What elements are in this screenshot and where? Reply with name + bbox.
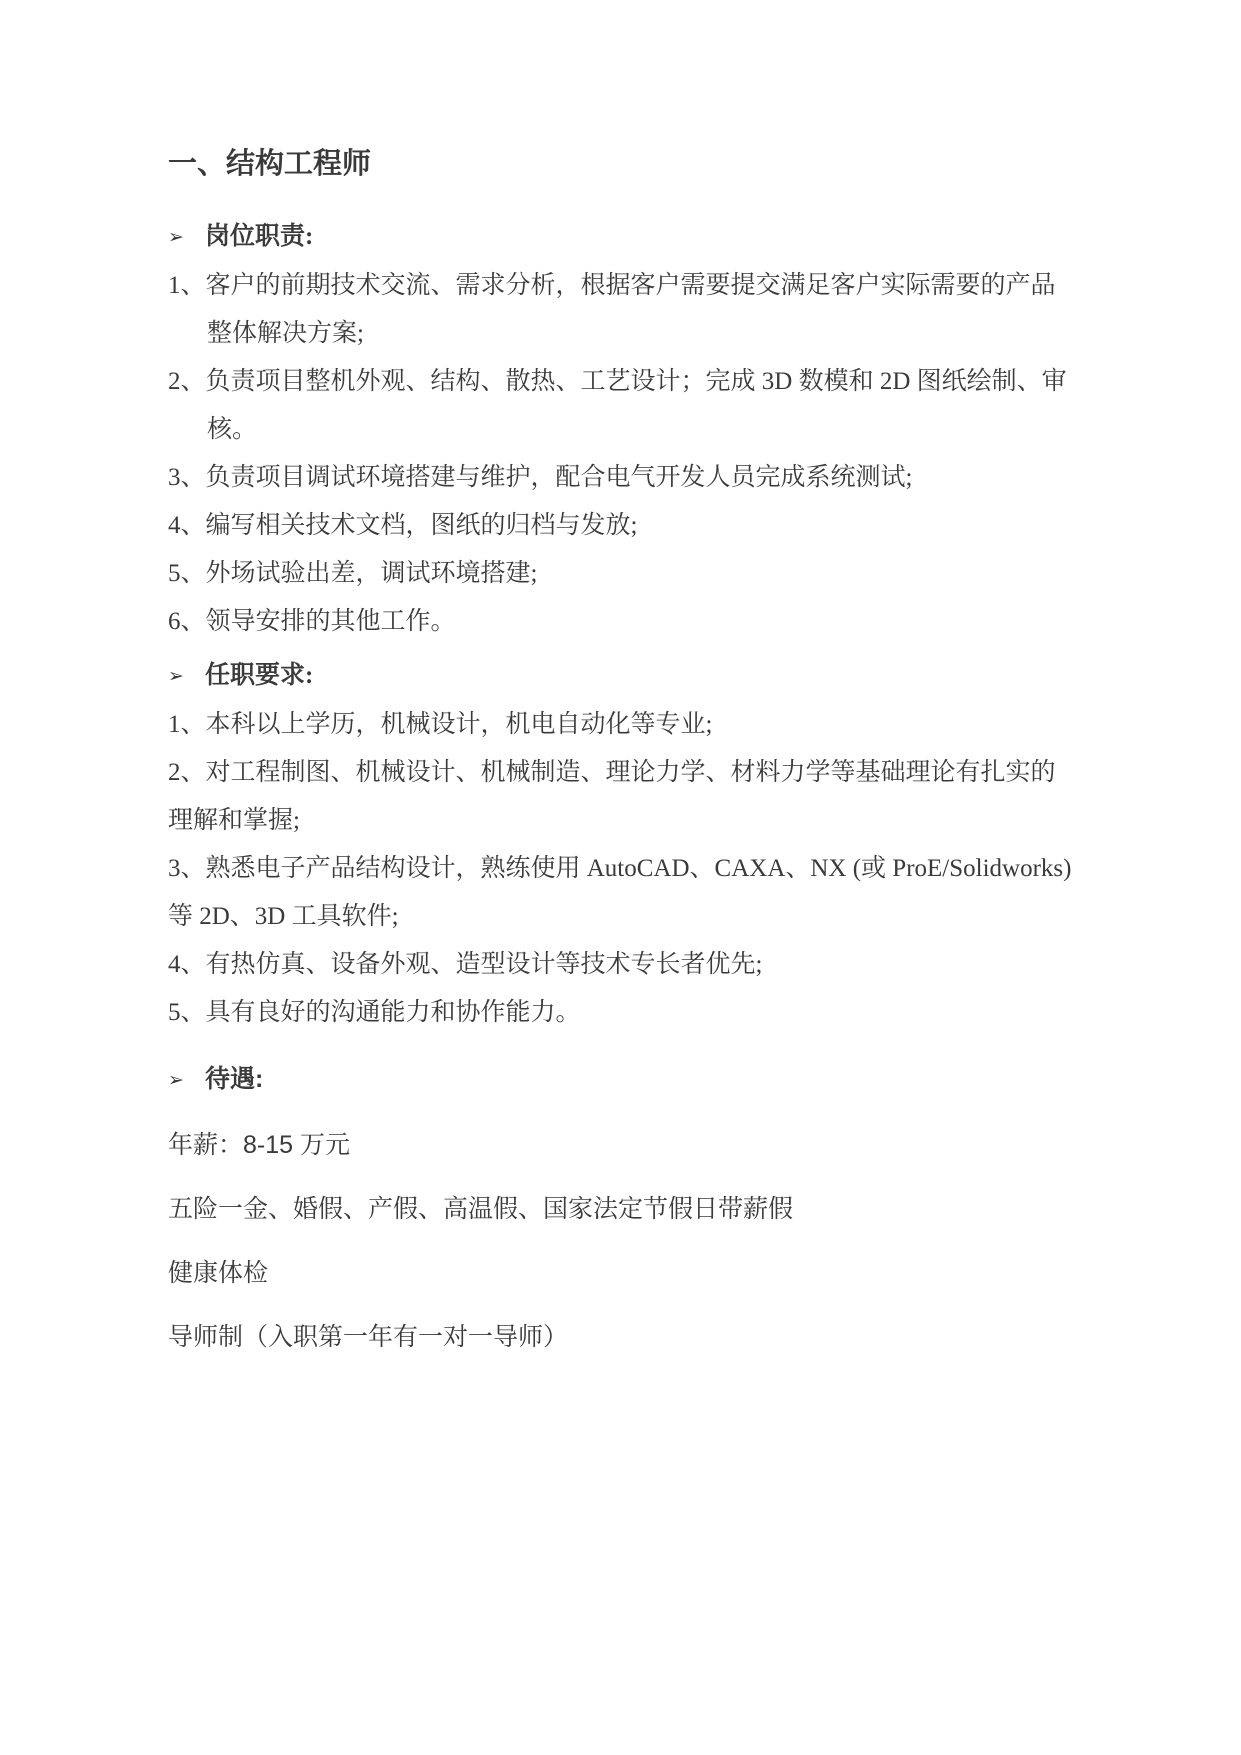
document-title: 一、结构工程师: [168, 148, 372, 180]
item-text: 负责项目调试环境搭建与维护，配合电气开发人员完成系统测试;: [205, 464, 913, 491]
item-number: 5、: [168, 560, 206, 587]
document-content: [168, 145, 1073, 1361]
section-heading-requirements: [168, 652, 1073, 701]
item-number: 2、: [168, 368, 206, 395]
section-heading-text: 待遇:: [205, 1065, 264, 1093]
benefit-line-health-check: 健康体检: [168, 1259, 269, 1287]
item-text: 外场试验出差，调试环境搭建;: [205, 560, 538, 587]
list-item: [168, 358, 1073, 454]
list-item: [168, 550, 1073, 598]
item-text: 负责项目整机外观、结构、散热、工艺设计；完成 3D 数模和 2D 图纸绘制、审核。: [205, 368, 1067, 443]
item-number: 3、: [168, 464, 206, 491]
list-item: 5、具有良好的沟通能力和协作能力。: [168, 999, 581, 1026]
arrow-bullet-icon: ➢: [168, 227, 184, 248]
list-item: [168, 502, 1073, 550]
list-item: [168, 598, 1073, 646]
list-item: 3、熟悉电子产品结构设计，熟练使用 AutoCAD、CAXA、NX (或 ProE/Solidworks)等 2D、3D 工具软件;: [168, 855, 1072, 930]
arrow-bullet-icon: ➢: [168, 666, 184, 687]
benefit-line-salary: 年薪：8-15 万元: [168, 1131, 350, 1159]
list-item: 4、有热仿真、设备外观、造型设计等技术专长者优先;: [168, 951, 763, 978]
section-heading-text: 任职要求:: [205, 662, 314, 689]
item-number: 4、: [168, 512, 206, 539]
section-heading-responsibilities: [168, 213, 1073, 262]
arrow-bullet-icon: ➢: [168, 1070, 184, 1091]
item-text: 领导安排的其他工作。: [205, 608, 456, 635]
list-item: [168, 454, 1073, 502]
section-heading-benefits: [168, 1055, 1073, 1105]
item-number: 6、: [168, 608, 206, 635]
list-item: 2、对工程制图、机械设计、机械制造、理论力学、材料力学等基础理论有扎实的理解和掌握;: [168, 759, 1056, 834]
item-number: 1、: [168, 272, 206, 299]
section-heading-text: 岗位职责:: [205, 223, 314, 250]
item-text: 客户的前期技术交流、需求分析，根据客户需要提交满足客户实际需要的产品整体解决方案;: [205, 272, 1056, 347]
item-text: 编写相关技术文档，图纸的归档与发放;: [205, 512, 638, 539]
list-item: [168, 262, 1073, 358]
list-item: 1、本科以上学历，机械设计，机电自动化等专业;: [168, 711, 713, 738]
benefit-line-insurance-leave: 五险一金、婚假、产假、高温假、国家法定节假日带薪假: [168, 1195, 794, 1223]
benefit-line-mentor: 导师制（入职第一年有一对一导师）: [168, 1323, 569, 1351]
